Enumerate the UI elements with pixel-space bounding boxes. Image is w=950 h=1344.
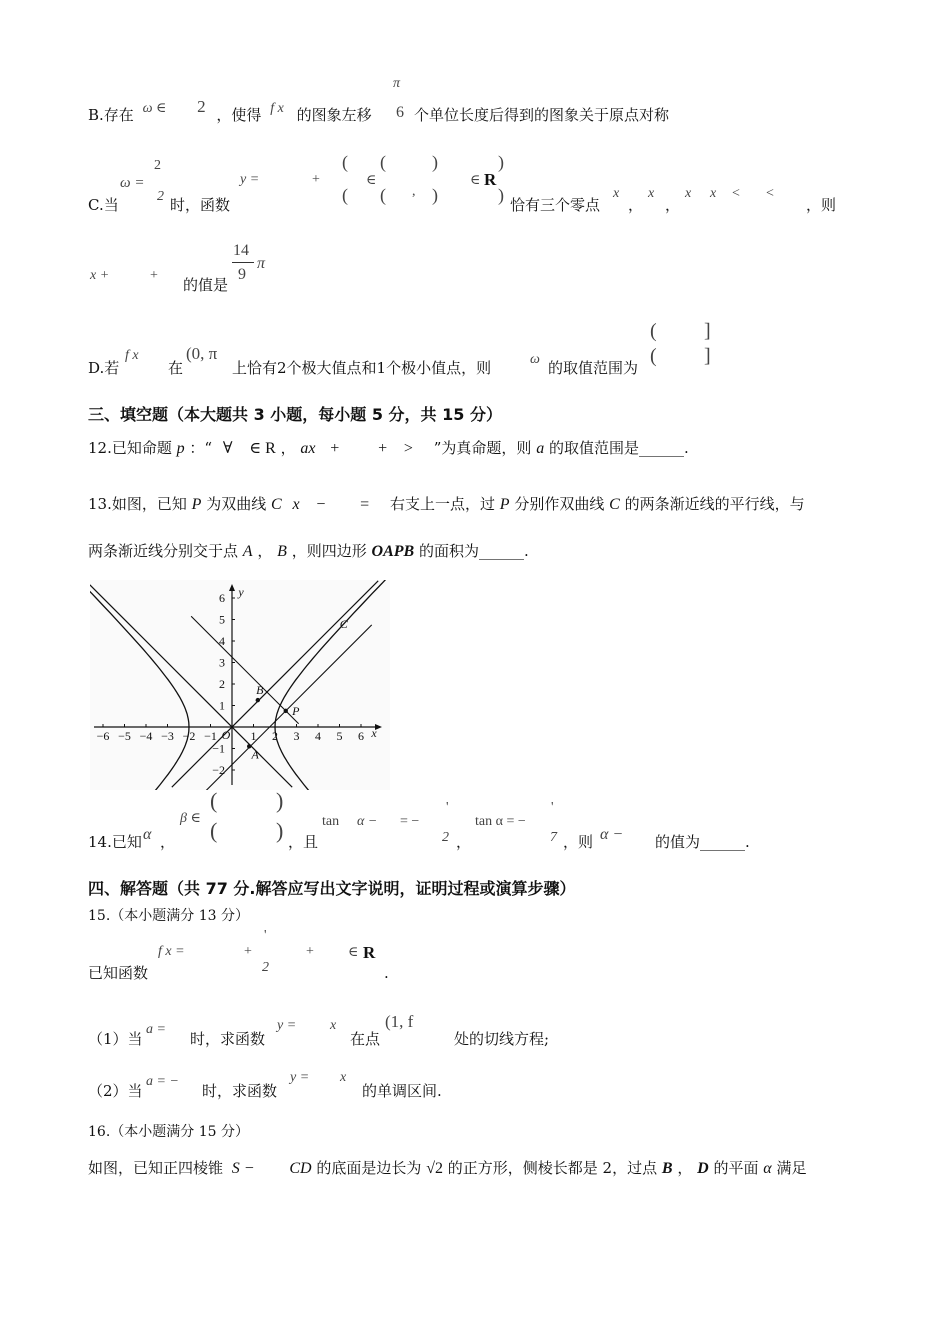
x-tick-label: −6 [96, 729, 110, 743]
q13-text2: 右支上一点，过 [389, 495, 495, 513]
num-2: 2 [197, 97, 206, 116]
bracket-r2: ) [432, 185, 438, 205]
y-tick-label: 3 [219, 655, 225, 670]
q14-paren-l2: ( [210, 818, 218, 843]
q13-eq: = [360, 496, 370, 513]
q15-1-x: x [330, 1018, 337, 1033]
x-tick-label: 4 [315, 729, 321, 743]
q12-range: 的取值范围是______. [548, 439, 689, 457]
comma: , [412, 184, 416, 199]
q13-l2-text1: 两条渐近线分别交于点 [88, 542, 239, 560]
x2: x [648, 186, 655, 201]
q14-beta-in: β ∈ [180, 811, 201, 826]
q12-a: a [536, 440, 545, 457]
q12-ax: ax [300, 440, 316, 457]
q13-text3: 分别作双曲线 [514, 495, 605, 513]
q15-1-a-eq: a = [146, 1022, 166, 1037]
q15-2-x: x [340, 1070, 347, 1085]
x-tick-label: 5 [336, 729, 343, 743]
q13-B: B [277, 543, 287, 560]
d-in: 在 [168, 359, 184, 377]
y-tick-label: −2 [212, 763, 225, 777]
q13-C: C [271, 496, 282, 513]
x-axis-label: x [371, 726, 377, 740]
q16-B: B [661, 1160, 673, 1177]
q15-plus1: + [244, 944, 252, 959]
q13-line2 [88, 541, 529, 562]
q14-prefix: 14.已知 [88, 833, 142, 851]
q12-plus1: + [330, 440, 340, 457]
lt1: < [732, 186, 740, 201]
y-tick-label: −1 [212, 741, 225, 756]
omega-eq: ω = [120, 175, 145, 191]
q14-two: 2 [442, 830, 449, 845]
bracket-l2: ( [380, 185, 386, 205]
paren-open: ( [342, 152, 348, 172]
q15-in: ∈ [348, 945, 359, 960]
f-x: f x [270, 101, 284, 116]
x-tick-label: −5 [118, 729, 131, 743]
in-r: ∈ [470, 173, 481, 188]
q13-comma: ， [257, 542, 273, 560]
q14-then: ，则 [563, 833, 594, 851]
q13-P2: P [499, 496, 510, 513]
q16-CD: CD [289, 1160, 312, 1177]
q13-minus: − [316, 496, 326, 513]
q14-alpha-minus: α − [600, 826, 624, 843]
q13-prefix: 13.如图，已知 [88, 495, 187, 513]
point-B-label: B [256, 683, 264, 698]
option-c-mid: 时，函数 [170, 196, 231, 214]
pi-glyph: π [393, 76, 401, 91]
q15-fx: f x = [158, 944, 185, 959]
y-tick-label: 4 [219, 634, 225, 648]
q15-2-text2: 的单调区间. [362, 1082, 442, 1100]
q16-text1: 的底面是边长为 [316, 1159, 422, 1177]
q16-sqrt2: √2 [426, 1160, 443, 1177]
option-b-mid: ，使得 [216, 106, 262, 124]
q14-seven: 7 [550, 830, 557, 845]
q14-c0: ， [160, 833, 176, 851]
q14-one2: ' [551, 800, 554, 815]
d-omega: ω [530, 352, 540, 367]
q14-one: ' [446, 800, 449, 815]
q16-D: D [697, 1160, 709, 1177]
x-tick-label: −1 [204, 729, 217, 743]
x1: x [613, 186, 620, 201]
q16-line [88, 1158, 806, 1179]
frac-bot: 2 [157, 189, 164, 204]
q14-paren-r: ) [276, 788, 284, 813]
q16-text2: 的正方形，侧棱长都是 2，过点 [447, 1159, 658, 1177]
x-tick-label: −3 [161, 729, 174, 743]
q14-tan1: tan [322, 814, 340, 829]
range-paren2: ( [650, 345, 657, 367]
q15-2-a-eq: a = − [146, 1074, 179, 1089]
paren-close: ) [498, 152, 504, 172]
q15-1-text1: 时，求函数 [190, 1030, 266, 1048]
option-b-prefix: B.存在 [88, 106, 134, 124]
q15-frac: 2 [262, 960, 269, 975]
q16-comma: ， [677, 1159, 693, 1177]
curve-C-label: C [339, 617, 348, 632]
q15-1-text3: 处的切线方程; [454, 1030, 550, 1048]
q13-C2: C [609, 496, 620, 513]
d-interval: (0, π [186, 344, 218, 363]
x-tick-label: 1 [250, 729, 257, 743]
q15-prefix: 已知函数 [88, 964, 149, 982]
q12 [88, 438, 689, 459]
q16-prefix: 如图，已知正四棱锥 [88, 1159, 224, 1177]
point-A-label: A [251, 747, 259, 762]
y-tick-label: 5 [219, 612, 225, 627]
q13-OAPB: OAPB [371, 543, 415, 560]
range-bracket2: ] [704, 345, 711, 367]
q16-text3: 的平面 [713, 1159, 759, 1177]
q13-P: P [191, 496, 202, 513]
q13-text1: 为双曲线 [206, 495, 267, 513]
den9: 9 [238, 266, 246, 283]
x-sum: x + [90, 268, 110, 283]
c1: ， [628, 196, 644, 214]
figure-bg [90, 580, 390, 790]
q15-plus2: + [306, 944, 314, 959]
q14-eq-minus: = − [400, 814, 420, 829]
q12-rest: ”为真命题，则 [433, 439, 532, 457]
option-c-prefix: C.当 [88, 196, 119, 214]
R: R [484, 170, 497, 189]
q13-line1 [88, 494, 805, 515]
q14-paren-l: ( [210, 788, 218, 813]
origin-label: O [221, 728, 231, 742]
y-eq: y = [240, 172, 260, 187]
point-P [284, 709, 288, 713]
point-B [256, 698, 260, 702]
bracket-r: ) [432, 152, 438, 172]
q15-1-y: y = [277, 1018, 297, 1033]
q14-alpha: α [143, 826, 152, 843]
q16-alpha: α [763, 1160, 772, 1177]
q14-paren-r2: ) [276, 818, 284, 843]
q15-1-point: (1, f [385, 1012, 414, 1031]
range-paren: ( [650, 320, 657, 342]
hyperbola-figure [90, 580, 390, 790]
num14: 14 [233, 242, 249, 259]
q13-text4: 的两条渐近线的平行线，与 [624, 495, 805, 513]
q16-header: 16.（本小题满分 15 分） [88, 1124, 249, 1140]
q14-tan2: tan α = − [475, 814, 526, 829]
q14-comma2: ， [456, 833, 472, 851]
option-d-prefix: D.若 [88, 359, 120, 377]
y-axis-label: y [238, 585, 244, 599]
range-bracket: ] [704, 320, 711, 342]
q12-p: p [176, 440, 185, 457]
q13-x: x [292, 496, 300, 513]
d-text: 上恰有2个极大值点和1个极小值点，则 [232, 359, 492, 377]
option-b-rest: 个单位长度后得到的图象关于原点对称 [414, 106, 670, 124]
q15-one: ' [264, 928, 267, 943]
q16-text4: 满足 [776, 1159, 807, 1177]
q15-2-prefix: （2）当 [88, 1082, 143, 1100]
six-glyph: 6 [396, 104, 404, 121]
q15-1-text2: 在点 [350, 1030, 381, 1048]
q13-l2-text3: 的面积为______. [418, 542, 529, 560]
zeros-text: 恰有三个零点 [510, 196, 601, 214]
q14-rest: 的值为______. [655, 833, 750, 851]
omega-in: ω ∈ [142, 101, 167, 116]
q13-A: A [242, 543, 253, 560]
x-tick-label: 3 [293, 729, 300, 743]
x-tick-label: −2 [182, 729, 196, 743]
x-tick-label: 6 [358, 729, 364, 743]
bracket-l: ( [380, 152, 386, 172]
lt2: < [766, 186, 774, 201]
q12-plus2: + [378, 440, 388, 457]
y-tick-label: 6 [219, 591, 225, 605]
q15-dot: . [384, 964, 389, 982]
q13-l2-text2: ，则四边形 [291, 542, 367, 560]
q16-S: S − [231, 1160, 255, 1177]
in-sym: ∈ [366, 173, 377, 188]
q12-comma: ， [280, 439, 296, 457]
q12-colon: ：“ [189, 439, 213, 457]
paren-open-2: ( [342, 185, 348, 205]
q12-gt: > [403, 440, 413, 457]
x3: x [685, 186, 692, 201]
plus: + [312, 172, 320, 187]
x-tick-label: −4 [139, 729, 153, 743]
value-text: 的值是 [183, 276, 229, 294]
plus2: + [150, 268, 158, 283]
q15-2-y: y = [290, 1070, 310, 1085]
then: ，则 [806, 196, 837, 214]
paren-close-2: ) [498, 185, 504, 205]
q15-header: 15.（本小题满分 13 分） [88, 908, 249, 924]
q12-prefix: 12.已知命题 [88, 439, 172, 457]
frac-bar [232, 262, 254, 263]
q15-1-prefix: （1）当 [88, 1030, 143, 1048]
option-b-text: 的图象左移 [296, 106, 372, 124]
section4-title: 四、解答题（共 77 分.解答应写出文字说明，证明过程或演算步骤） [88, 879, 576, 898]
pi2: π [257, 255, 266, 272]
option-b [88, 97, 372, 127]
q12-forall: ∀ [222, 440, 233, 457]
q15-R: R [363, 943, 376, 962]
q15-2-text1: 时，求函数 [202, 1082, 278, 1100]
q14-a-minus: α − [357, 814, 378, 829]
x3b: x [710, 186, 717, 201]
d-range: 的取值范围为 [548, 359, 639, 377]
c2: ， [665, 196, 681, 214]
frac-top: 2 [154, 158, 161, 173]
section3-title: 三、填空题（本大题共 3 小题，每小题 5 分，共 15 分） [88, 405, 502, 424]
y-tick-label: 1 [219, 698, 225, 713]
point-P-label: P [292, 703, 300, 718]
y-tick-label: 2 [219, 677, 225, 691]
q14-comma1: ，且 [288, 833, 319, 851]
q12-in-R: ∈ R [249, 440, 276, 457]
x-tick-label: 2 [272, 729, 278, 743]
d-fx: f x [125, 348, 139, 363]
